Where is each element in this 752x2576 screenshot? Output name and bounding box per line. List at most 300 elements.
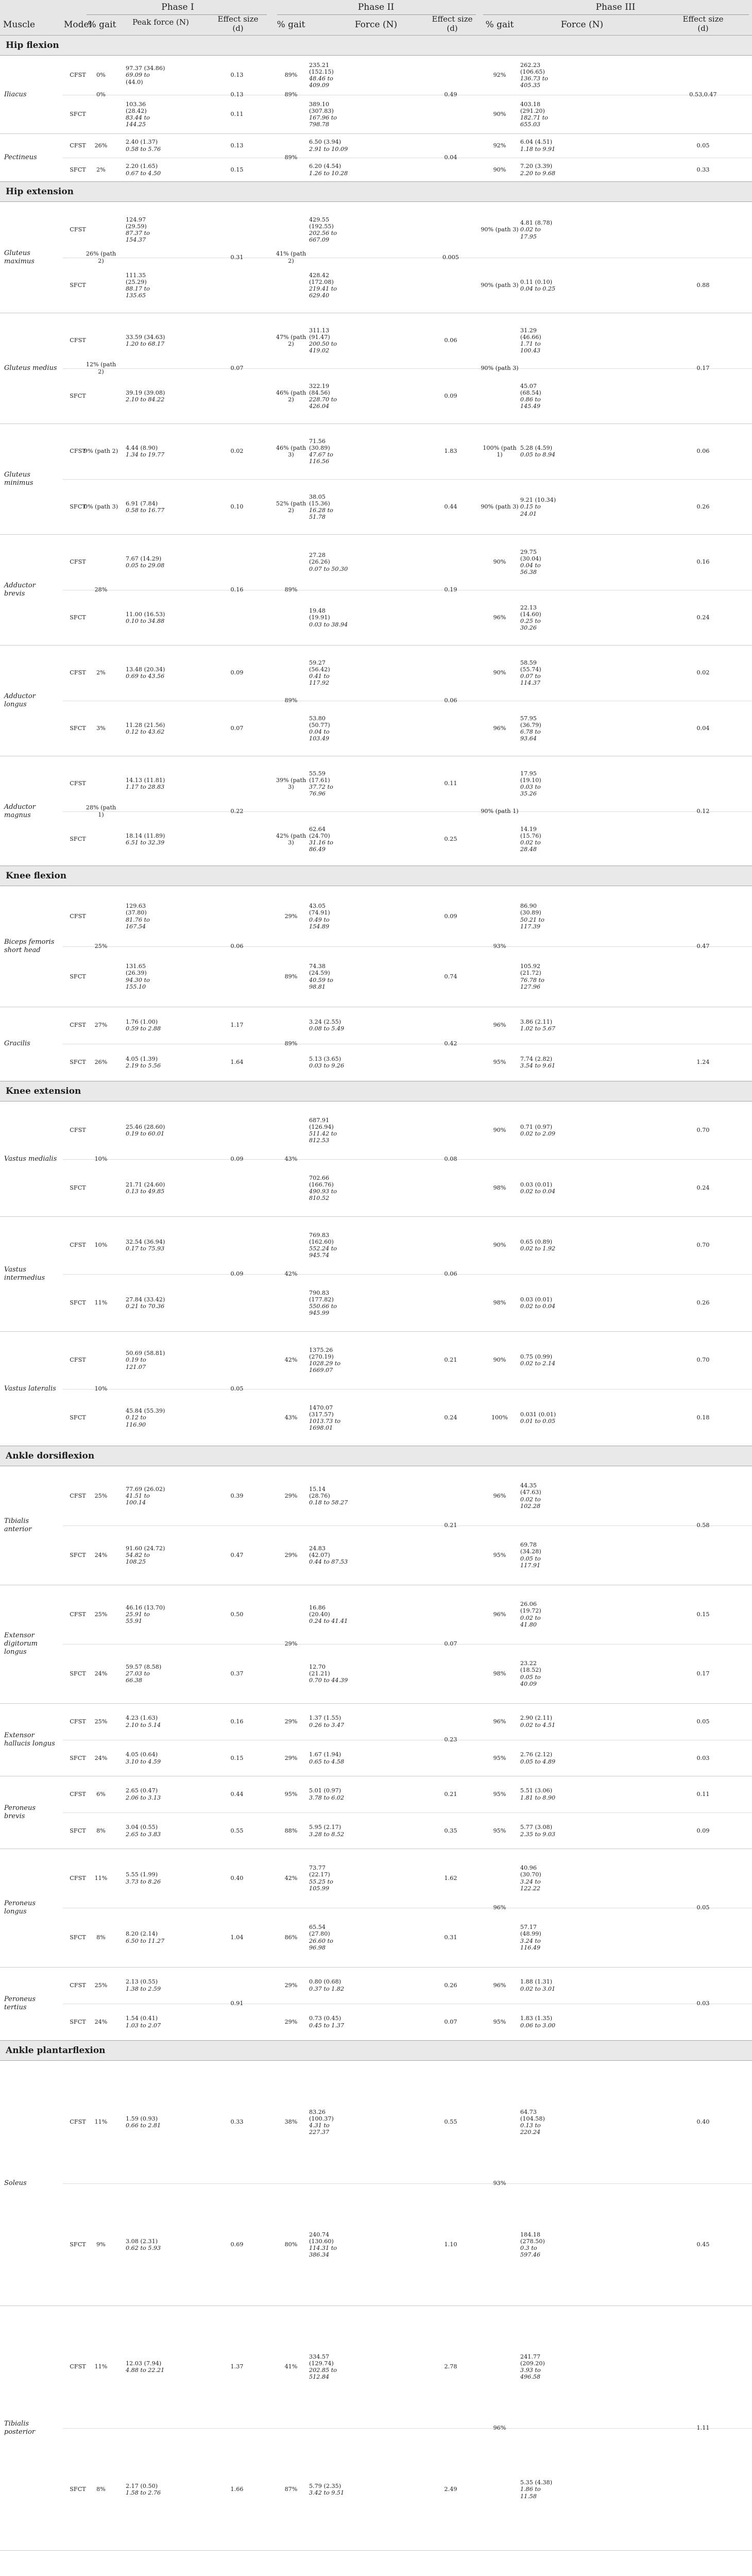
section-header — [0, 35, 752, 56]
phase2-effect-text: 1.83 — [444, 448, 457, 455]
phase3-gait — [479, 2061, 520, 2306]
phase3-force — [520, 756, 634, 811]
phase2-force-line: 3.24 (2.55) — [309, 1018, 341, 1025]
phase3-gait — [479, 1466, 520, 1526]
muscle-name — [4, 886, 58, 1007]
phase2-force-line: (56.42) — [309, 666, 330, 673]
phase1-force — [126, 258, 203, 313]
phase1-effect-text: 0.13 — [230, 72, 244, 79]
phase1-force — [126, 1908, 203, 1967]
phase3-gait — [479, 56, 520, 95]
phase2-gait — [273, 313, 309, 368]
muscle-name-text: Gracilis — [4, 1040, 30, 1047]
phase3-force-line: 4.81 (8.78) — [520, 219, 553, 227]
phase1-force-line: 0.19 to — [126, 1357, 146, 1364]
phase3-effect-text: 0.17 — [696, 1670, 710, 1677]
phase3-gait — [479, 1274, 520, 1332]
phase2-effect-text: 2.49 — [444, 2486, 457, 2493]
phase3-effect-text: 0.70 — [696, 1357, 710, 1364]
model-label-text: CFST — [70, 669, 86, 676]
phase3-gait-text: 96% — [493, 1492, 506, 1499]
phase2-effect-text: 0.06 — [444, 337, 457, 344]
phase1-effect — [216, 133, 258, 158]
model-label-text: CFST — [70, 1357, 86, 1364]
phase2-force — [309, 1101, 426, 1159]
phase1-force-line: 4.05 (1.39) — [126, 1055, 158, 1062]
phase1-effect-text: 0.15 — [230, 166, 244, 173]
phase1-effect — [216, 2183, 258, 2306]
phase2-gait-text: 42% (path 3) — [276, 832, 306, 846]
phase1-gait-text: 10% — [94, 1242, 108, 1249]
model-label-text: CFST — [70, 558, 86, 566]
phase1-force-line: 2.20 (1.65) — [126, 163, 158, 170]
phase1-effect — [216, 2061, 258, 2183]
phase3-effect — [680, 423, 726, 479]
phase2-force-line: (177.82) — [309, 1296, 334, 1303]
phase1-force — [126, 95, 203, 134]
phase3-force-line: 1.86 to — [520, 2486, 541, 2493]
phase1-force — [126, 756, 203, 811]
phase2-gait-text: 86% — [284, 1934, 298, 1941]
phase1-gait-text: 28% — [94, 586, 108, 593]
phase3-force-line: 17.95 — [520, 770, 537, 777]
phase2-force — [309, 1159, 426, 1217]
phase1-force-line: 0.19 to 60.01 — [126, 1130, 165, 1137]
phase2-effect — [428, 133, 474, 181]
phase3-effect-text: 1.24 — [696, 1059, 710, 1066]
phase2-gait — [273, 1216, 309, 1331]
section-header — [0, 181, 752, 202]
phase2-effect — [428, 1331, 474, 1389]
phase2-force-line: 114.31 to — [309, 2245, 337, 2251]
section-title: Knee extension — [6, 1086, 81, 1096]
phase2-force-line: 5.95 (2.17) — [309, 1824, 341, 1831]
phase2-force-line: 334.57 — [309, 2353, 330, 2360]
phase2-force-line: 550.66 to — [309, 1303, 337, 1310]
phase1-effect — [216, 645, 258, 701]
phase1-force-line: 121.07 — [126, 1363, 146, 1370]
muscle-name-text: Adductor brevis — [4, 581, 36, 598]
phase3-force — [520, 2061, 634, 2183]
phase3-effect-text: 0.05 — [696, 142, 710, 149]
phase1-gait — [82, 313, 119, 423]
phase3-force — [520, 811, 634, 867]
phase2-force-line: 0.73 (0.45) — [309, 2015, 341, 2022]
phase1-effect-text: 0.09 — [230, 1270, 244, 1277]
phase3-force-line: 405.35 — [520, 82, 541, 89]
model-label-text: SFCT — [70, 1551, 86, 1558]
phase2-force-line: 3.28 to 8.52 — [309, 1831, 345, 1838]
phase2-effect — [428, 2428, 474, 2551]
model-label-text: CFST — [70, 1492, 86, 1499]
phase1-effect — [216, 1967, 258, 2040]
muscle-name — [4, 313, 58, 423]
phase1-force-line: 46.16 (13.70) — [126, 1604, 165, 1611]
phase1-force — [126, 1812, 203, 1849]
phase1-gait — [82, 1812, 119, 1849]
phase2-gait-text: 29% — [284, 1551, 298, 1558]
phase2-effect-text: 0.26 — [444, 1981, 457, 1989]
phase1-force — [126, 886, 203, 946]
phase2-force-line: 51.78 — [309, 514, 326, 521]
phase2-gait-text: 46% (path 2) — [276, 389, 306, 403]
phase3-force — [520, 1776, 634, 1812]
phase3-gait-text: 90% — [493, 1127, 506, 1134]
phase3-force — [520, 1007, 634, 1044]
phase1-force-line: 129.63 — [126, 903, 146, 910]
row-divider — [63, 811, 752, 812]
phase1-force-line: 66.38 — [126, 1677, 143, 1684]
phase1-force-line: 6.50 to 11.27 — [126, 1937, 165, 1944]
phase1-gait-text: 10% — [94, 1155, 108, 1162]
phase2-gait-text: 95% — [284, 1790, 298, 1798]
muscle-name — [4, 56, 58, 133]
phase1-gait — [82, 1585, 119, 1644]
phase1-effect-text: 1.04 — [230, 1934, 244, 1941]
phase2-force-line: 59.27 — [309, 659, 326, 666]
phase2-gait — [273, 2061, 309, 2183]
phase1-effect — [216, 1585, 258, 1644]
phase1-gait — [82, 1908, 119, 1967]
section-header — [0, 866, 752, 886]
phase1-effect — [216, 1466, 258, 1526]
phase1-force-line: 88.17 to — [126, 285, 150, 292]
phase2-gait-text: 42% — [284, 1874, 298, 1882]
phase2-force-line: 0.04 to — [309, 728, 330, 735]
phase3-effect-text: 0.05 — [696, 1904, 710, 1911]
phase2-effect — [428, 1101, 474, 1216]
phase3-gait-text: 96% — [493, 1981, 506, 1989]
phase2-force — [309, 701, 426, 756]
phase1-gait-text: 8% — [96, 1934, 106, 1941]
phase2-force-line: 55.59 — [309, 770, 326, 777]
phase1-force — [126, 1216, 203, 1274]
phase2-gait-text: 46% (path 3) — [276, 444, 306, 458]
phase1-gait — [82, 2004, 119, 2040]
phase2-effect — [428, 756, 474, 811]
phase1-force — [126, 1585, 203, 1644]
phase3-force-line: 0.02 to — [520, 1614, 541, 1621]
phase1-effect-text: 0.06 — [230, 943, 244, 950]
phase3-effect — [680, 1466, 726, 1585]
phase2-effect-text: 0.23 — [444, 1736, 457, 1743]
phase1-gait-text: 12% (path 2) — [86, 361, 116, 375]
phase2-force-line: 65.54 — [309, 1924, 326, 1931]
phase3-force — [520, 202, 634, 258]
phase3-force — [520, 158, 634, 182]
model-label-text: CFST — [70, 780, 86, 787]
phase2-gait — [273, 811, 309, 867]
phase1-force-line: 1.76 (1.00) — [126, 1018, 158, 1025]
phase1-force-line: 1.03 to 2.07 — [126, 2022, 161, 2029]
phase1-force-line: 2.17 (0.50) — [126, 2482, 158, 2489]
phase3-force-line: 127.96 — [520, 983, 541, 990]
phase3-effect-text: 0.53,0.47 — [689, 91, 717, 98]
phase2-force-line: (28.76) — [309, 1492, 330, 1499]
phase2-force-line: 62.64 — [309, 825, 326, 833]
phase3-force-line: 50.21 to — [520, 916, 544, 923]
phase1-gait — [82, 202, 119, 313]
phase2-force — [309, 1331, 426, 1389]
phase2-force — [309, 368, 426, 424]
phase3-gait-text: 95% — [493, 1790, 506, 1798]
phase1-gait — [82, 645, 119, 701]
phase1-effect-text: 1.66 — [230, 2486, 244, 2493]
model-label-text: SFCT — [70, 393, 86, 400]
phase3-force-line: 1.18 to 9.91 — [520, 145, 556, 152]
phase1-force-line: 0.05 to 29.08 — [126, 562, 165, 569]
model-label-text: CFST — [70, 337, 86, 344]
phase2-effect — [428, 1908, 474, 1967]
phase2-effect — [428, 2061, 474, 2183]
phase1-force-line: 167.54 — [126, 923, 146, 930]
model-label-text: CFST — [70, 142, 86, 149]
phase2-effect — [428, 1007, 474, 1081]
phase1-force-line: 32.54 (36.94) — [126, 1238, 165, 1245]
phase3-force-line: 9.21 (10.34) — [520, 497, 556, 504]
phase3-force-line: (30.89) — [520, 909, 541, 917]
phase3-force-line: 45.07 — [520, 382, 537, 389]
phase3-force-line: 14.19 — [520, 825, 537, 833]
phase2-force-line: 0.45 to 1.37 — [309, 2022, 345, 2029]
phase2-gait — [273, 368, 309, 424]
phase1-effect — [216, 886, 258, 1007]
phase2-gait-text: 88% — [284, 1827, 298, 1834]
phase1-force-line: 100.14 — [126, 1499, 146, 1506]
phase2-force-line: 1375.26 — [309, 1346, 333, 1353]
phase1-force-line: 0.62 to 5.93 — [126, 2245, 161, 2251]
phase2-force-line: (270.19) — [309, 1353, 334, 1360]
phase1-force — [126, 2061, 203, 2183]
phase3-force-line: 28.48 — [520, 846, 537, 853]
phase3-effect — [680, 590, 726, 646]
phase2-effect-text: 0.07 — [444, 2018, 457, 2025]
phase2-force-line: 0.70 to 44.39 — [309, 1677, 348, 1684]
muscle-name — [4, 756, 58, 867]
phase1-force-line: (44.0) — [126, 78, 143, 86]
phase3-force-line: 0.01 to 0.05 — [520, 1418, 556, 1425]
phase2-force — [309, 313, 426, 368]
phase3-force — [520, 2183, 634, 2306]
muscle-name-text: Peroneus tertius — [4, 1995, 36, 2011]
phase2-effect-text: 1.10 — [444, 2241, 457, 2248]
phase1-force-line: 0.10 to 34.88 — [126, 618, 165, 624]
phase2-force-line: 429.55 — [309, 216, 330, 223]
phase1-force — [126, 423, 203, 479]
phase2-gait-text: 89% — [284, 72, 298, 79]
phase1-gait-text: 24% — [94, 2018, 108, 2025]
phase3-force-line: (34.28) — [520, 1548, 541, 1555]
section-header — [0, 2040, 752, 2061]
phase1-effect-text: 0.11 — [230, 111, 244, 118]
phase2-force-line: (100.37) — [309, 2115, 334, 2122]
phase1-force-line: 2.65 to 3.83 — [126, 1831, 161, 1838]
phase1-gait — [82, 2306, 119, 2428]
phase2-effect-text: 0.31 — [444, 1934, 457, 1941]
phase3-force-line: 114.37 — [520, 680, 541, 687]
phase3-force-line: 58.59 — [520, 659, 537, 666]
phase1-effect-text: 0.16 — [230, 586, 244, 593]
phase2-force-line: 389.10 — [309, 100, 330, 108]
phase2-force-line: 5.79 (2.35) — [309, 2482, 341, 2489]
phase2-gait — [273, 1849, 309, 1908]
phase1-gait — [82, 1216, 119, 1274]
muscle-name-text: Peroneus brevis — [4, 1804, 36, 1820]
phase2-force-line: (24.70) — [309, 832, 330, 839]
phase2-force-line: 386.34 — [309, 2251, 330, 2259]
phase3-force-line: 0.71 (0.97) — [520, 1123, 553, 1130]
phase1-force-line: 3.08 (2.31) — [126, 2238, 158, 2245]
model-label-text: SFCT — [70, 282, 86, 289]
row-divider — [63, 479, 752, 480]
phase1-effect-text: 0.39 — [230, 1492, 244, 1499]
phase3-effect-text: 0.15 — [696, 1611, 710, 1618]
phase3-effect-text: 0.47 — [696, 943, 710, 950]
phase3-force-line: 0.11 (0.10) — [520, 278, 553, 285]
header-model: Model — [63, 20, 92, 30]
phase3-force-line: 5.51 (3.06) — [520, 1787, 553, 1794]
phase2-force-line: 0.08 to 5.49 — [309, 1025, 345, 1032]
phase2-gait-text: 42% — [284, 1357, 298, 1364]
phase1-gait-text: 25% — [94, 1981, 108, 1989]
phase1-force-line: 83.44 to — [126, 114, 150, 121]
phase3-force-line: 0.15 to — [520, 503, 541, 511]
model-label-text: SFCT — [70, 973, 86, 980]
phase2-force-line: 426.04 — [309, 403, 330, 410]
phase3-effect — [680, 313, 726, 423]
phase3-force-line: 0.06 to 3.00 — [520, 2022, 556, 2029]
phase2-force-line: (50.77) — [309, 721, 330, 728]
phase2-force-line: 1013.73 to — [309, 1418, 341, 1425]
muscle-name-text: Gluteus maximus — [4, 249, 35, 265]
phase3-gait-text: 96% — [493, 1611, 506, 1618]
phase1-force-line: 0.66 to 2.81 — [126, 2122, 161, 2129]
phase3-gait — [479, 1967, 520, 2004]
phase2-force-line: 0.03 to 9.26 — [309, 1062, 345, 1069]
phase2-gait — [273, 1101, 309, 1216]
phase3-force-line: (15.76) — [520, 832, 541, 839]
phase3-force-line: 44.35 — [520, 1482, 537, 1489]
phase3-force-line: 35.26 — [520, 790, 537, 798]
muscle-name — [4, 1331, 58, 1446]
phase3-gait-text: 90% — [493, 669, 506, 676]
phase3-force-line: 145.49 — [520, 403, 541, 410]
phase2-force — [309, 1812, 426, 1849]
muscle-name — [4, 2061, 58, 2306]
section-header — [0, 1446, 752, 1466]
phase2-effect-text: 0.21 — [444, 1522, 457, 1529]
phase2-force — [309, 1585, 426, 1644]
phase2-force-line: 200.50 to — [309, 341, 337, 347]
phase1-gait-text: 8% — [96, 1827, 106, 1834]
phase1-force — [126, 56, 203, 95]
phase1-force — [126, 1331, 203, 1389]
phase2-force-line: 3.42 to 9.51 — [309, 2489, 345, 2496]
phase2-gait-text: 87% — [284, 2486, 298, 2493]
phase3-force-line: 0.02 to — [520, 1496, 541, 1503]
phase3-force-line: 0.02 to 0.04 — [520, 1303, 556, 1310]
phase1-effect — [216, 701, 258, 756]
phase2-force-line: 0.80 (0.68) — [309, 1978, 341, 1986]
phase2-gait-text: 29% — [284, 2018, 298, 2025]
phase3-force-line: (18.52) — [520, 1667, 541, 1674]
phase1-force — [126, 202, 203, 258]
phase2-force-line: 1470.07 — [309, 1404, 333, 1411]
phase3-gait-text: 100% (path 1) — [483, 444, 517, 458]
phase3-effect-text: 0.11 — [696, 1790, 710, 1798]
phase2-force-line: 103.49 — [309, 735, 330, 742]
phase2-force-line: 769.83 — [309, 1231, 330, 1239]
phase1-force — [126, 1044, 203, 1081]
phase3-force-line: 3.86 (2.11) — [520, 1018, 553, 1025]
phase2-force-line: 629.40 — [309, 292, 330, 299]
phase3-force-line: 22.13 — [520, 604, 537, 611]
phase2-gait-text: 89% — [284, 91, 298, 98]
phase3-force-line: 40.96 — [520, 1865, 537, 1872]
model-label-text: SFCT — [70, 111, 86, 118]
phase1-effect-text: 0.44 — [230, 1790, 244, 1798]
phase1-force-line: 3.73 to 8.26 — [126, 1878, 161, 1885]
phase1-force-line: 1.59 (0.93) — [126, 2115, 158, 2122]
section-header — [0, 1081, 752, 1101]
phase1-force-line: 8.20 (2.14) — [126, 1930, 158, 1938]
phase2-gait — [273, 756, 309, 811]
phase3-gait — [479, 1101, 520, 1159]
phase1-force-line: 124.97 — [126, 216, 146, 223]
phase1-gait-text: 11% — [94, 2119, 108, 2126]
phase2-force-line: (172.08) — [309, 278, 334, 285]
phase3-force-line: 0.02 to 2.14 — [520, 1360, 556, 1367]
model-label-text: SFCT — [70, 166, 86, 173]
phase3-force-line: 0.65 (0.89) — [520, 1238, 553, 1245]
phase1-effect-text: 0.07 — [230, 364, 244, 371]
phase2-force-line: (84.56) — [309, 389, 330, 396]
phase3-force-line: 0.03 to — [520, 784, 541, 790]
phase1-gait — [82, 158, 119, 182]
phase3-effect — [680, 1044, 726, 1081]
phase3-force — [520, 645, 634, 701]
row-divider — [63, 946, 752, 947]
phase3-gait — [479, 95, 520, 134]
model-label-text: SFCT — [70, 2018, 86, 2025]
phase2-effect-text: 0.49 — [444, 91, 457, 98]
phase2-effect — [428, 2550, 474, 2576]
phase1-force-line: (25.29) — [126, 278, 147, 285]
model-label-text: SFCT — [70, 1827, 86, 1834]
phase1-gait-text: 9% — [96, 2241, 106, 2248]
model-label-text: SFCT — [70, 1184, 86, 1192]
phase1-gait — [82, 534, 119, 645]
row-divider — [63, 2428, 752, 2429]
phase1-effect — [216, 95, 258, 134]
phase1-gait — [82, 133, 119, 158]
phase3-effect — [680, 202, 726, 258]
phase3-gait-text: 98% — [493, 1670, 506, 1677]
phase1-gait — [82, 1466, 119, 1526]
phase2-gait-text: 89% — [284, 1040, 298, 1047]
phase1-force-line: 0.17 to 75.93 — [126, 1245, 165, 1252]
phase2-force — [309, 590, 426, 646]
phase1-force-line: 1.38 to 2.59 — [126, 1985, 161, 1992]
phase2-gait-text: 47% (path 2) — [276, 333, 306, 347]
phase3-force-line: 6.04 (4.51) — [520, 139, 553, 146]
phase2-force-line: 1669.07 — [309, 1367, 333, 1374]
phase2-effect-text: 0.11 — [444, 780, 457, 787]
phase2-force-line: 6.50 (3.94) — [309, 139, 341, 146]
phase1-force-line: 1.34 to 19.77 — [126, 451, 165, 458]
phase2-gait-text: 29% — [284, 1754, 298, 1761]
phase3-gait-text: 90% (path 1) — [481, 807, 519, 815]
